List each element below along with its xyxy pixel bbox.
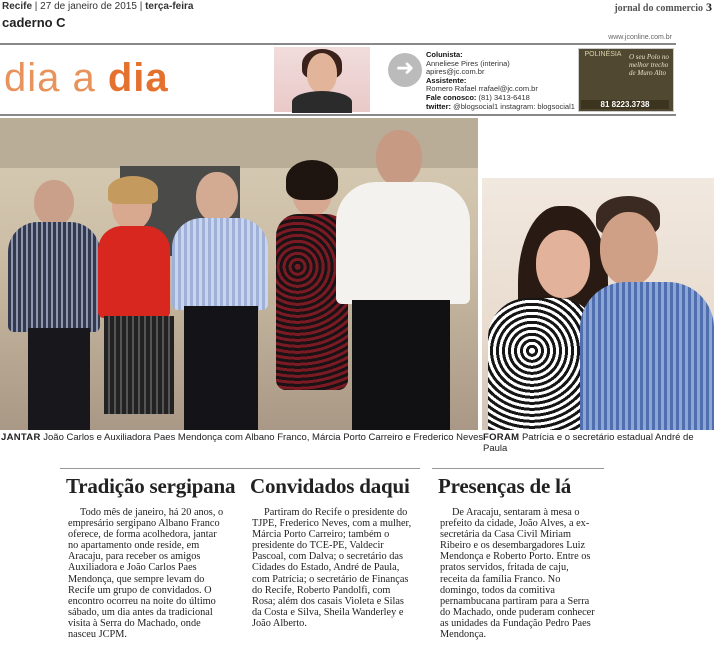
credit-value: @blogsocial1 instagram: blogsocial1 bbox=[451, 101, 575, 111]
columnist-photo bbox=[274, 47, 370, 112]
section-name: caderno C bbox=[2, 15, 66, 30]
site-url: www.jconline.com.br bbox=[608, 34, 672, 41]
paper-name: jornal do commercio 3 bbox=[614, 0, 712, 14]
credit-line bbox=[426, 103, 576, 112]
couple-photo bbox=[482, 178, 714, 430]
date: 27 de janeiro de 2015 bbox=[40, 1, 137, 12]
photo-caption: FORAM Patrícia e o secretário estadual André de Paula bbox=[483, 432, 694, 454]
article-body: De Aracaju, sentaram à mesa o prefeito da cidade, João Alves, a ex-secretária da Casa Civil Miriam Ribeiro e os desembargadores Luiz Mendonça e Roberto Porto. Entre os pratos servidos, fritada de caju, receita da família Franco. No domingo, todos da comitiva pernambucana partiram para a Serra do Machado, onde puderam conhecer as unidades da Fundação Pedro Paes Mendonça. bbox=[440, 507, 595, 641]
credit-value: Anneliese Pires (interina) bbox=[426, 58, 510, 68]
page-number: 3 bbox=[706, 0, 712, 14]
weekday: terça-feira bbox=[145, 1, 194, 12]
credit-label: Colunista: bbox=[426, 50, 463, 59]
arrow-right-icon: ➜ bbox=[388, 53, 422, 87]
divider bbox=[0, 114, 676, 116]
credit-label: twitter: bbox=[426, 101, 451, 111]
credit-value: Romero Rafael rrafael@jc.com.br bbox=[426, 84, 538, 94]
article-headline: Presenças de lá bbox=[438, 474, 572, 498]
column-logo: dia a dia bbox=[4, 56, 169, 100]
advertisement[interactable] bbox=[578, 48, 674, 112]
article-body: Partiram do Recife o presidente do TJPE, Frederico Neves, com a mulher, Márcia Porto Carreiro; também o presidente do TCE-PE, Valdecir Pascoal, com Dalva; o secretário das Cidades do Estado, André de Paula, com Patrícia; o secretário de Finanças do Recife, Roberto Pandolfi, com Rosa; além dos casais Violeta e Silas da Costa e Silva, Sheila Wanderley e João Alberto. bbox=[252, 507, 412, 629]
page-header bbox=[0, 0, 720, 16]
credit-label: Assistente: bbox=[426, 75, 467, 85]
article-headline: Convidados daqui bbox=[250, 474, 410, 498]
credit-value: apires@jc.com.br bbox=[426, 67, 485, 77]
dateline: Recife | 27 de janeiro de 2015 | terça-feira bbox=[2, 1, 194, 12]
column-credits bbox=[426, 51, 576, 111]
article-column bbox=[244, 468, 420, 629]
dinner-photo bbox=[0, 118, 478, 430]
ad-slogan: O seu Polo no melhor trecho de Muro Alto bbox=[629, 53, 669, 77]
article-headline: Tradição sergipana bbox=[66, 474, 236, 498]
photo-caption: JANTAR João Carlos e Auxiliadora Paes Mendonça com Albano Franco, Márcia Porto Carreiro e Frederico Neves bbox=[1, 432, 484, 443]
ad-phone: 81 8223.3738 bbox=[581, 100, 669, 109]
article-body: Todo mês de janeiro, há 20 anos, o empresário sergipano Albano Franco oferece, de forma acolhedora, jantar no apartamento onde reside, em Aracaju, para receber os amigos Auxiliadora e João Carlos Paes Mendonça, que sempre levam do Recife um grupo de convidados. O encontro ocorreu na noite do último sábado, um dia antes da tradicional visita à Serra do Machado, onde nasceu JCPM. bbox=[68, 507, 224, 641]
city: Recife bbox=[2, 1, 33, 12]
credit-label: Fale conosco: bbox=[426, 92, 477, 102]
ad-brand: POLINÉSIA bbox=[584, 51, 622, 58]
divider bbox=[0, 43, 676, 45]
article-column bbox=[432, 468, 604, 640]
credit-value: (81) 3413-6418 bbox=[476, 92, 530, 102]
